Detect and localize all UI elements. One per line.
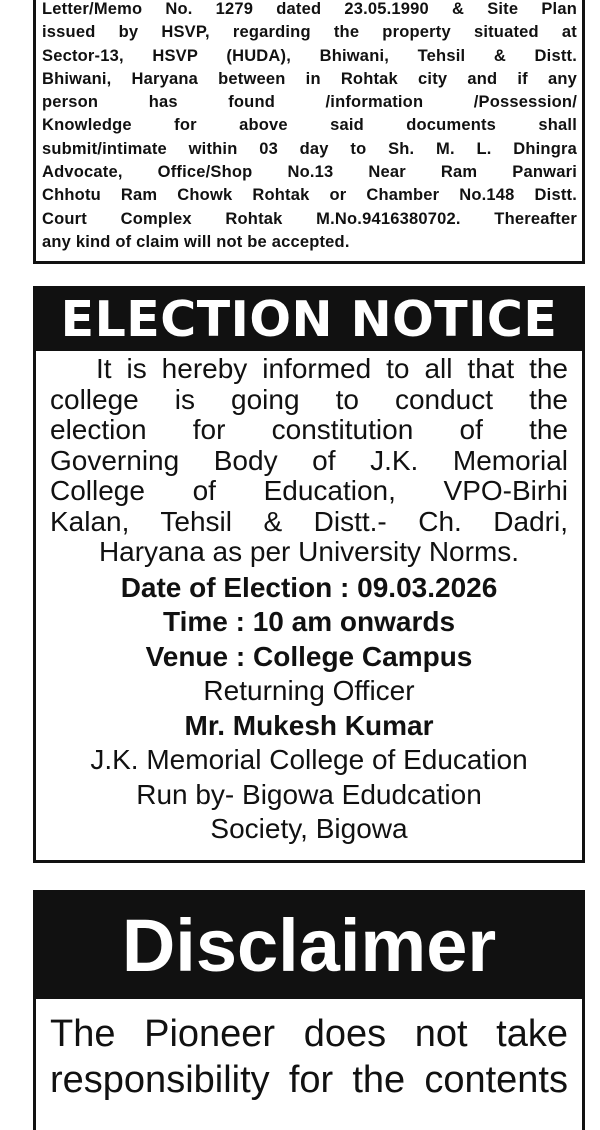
notice-text-line: Sector-13, HSVP (HUDA), Bhiwani, Tehsil & Distt. [42, 46, 577, 65]
election-notice-body [36, 351, 582, 847]
property-documents-notice [33, 0, 585, 264]
election-notice-line: college is going to conduct the [50, 383, 568, 415]
election-notice-line: College of Education, VPO-Birhi [50, 475, 568, 506]
election-date: Date of Election : 09.03.2026 [120, 571, 498, 603]
notice-text-line: Letter/Memo No. 1279 dated 23.05.1990 & Site Plan [42, 0, 577, 18]
election-venue: Venue : College Campus [145, 640, 473, 672]
notice-text-line: Chhotu Ram Chowk Rohtak or Chamber No.148 Distt. [42, 186, 577, 205]
notice-text-line: submit/intimate within 03 day to Sh. M. L. Dhingra [42, 139, 577, 158]
election-notice-title: ELECTION NOTICE [36, 289, 582, 351]
college-name: J.K. Memorial College of Education [90, 744, 528, 775]
election-notice-line: Governing Body of J.K. Memorial [50, 444, 568, 476]
notice-text-line: Knowledge for above said documents shall [42, 116, 577, 135]
disclaimer-box [33, 890, 585, 1130]
notice-text-line: any kind of claim will not be accepted. [42, 232, 350, 251]
returning-officer-name: Mr. Mukesh Kumar [184, 709, 434, 741]
society-line: Run by- Bigowa Edudcation [136, 778, 482, 810]
disclaimer-line: responsibility for the contents [50, 1059, 568, 1101]
election-notice-line: Kalan, Tehsil & Distt.- Ch. Dadri, [50, 505, 568, 537]
disclaimer-body [36, 999, 582, 1103]
election-notice-line: Haryana as per University Norms. [98, 536, 520, 567]
notice-text-line: Court Complex Rohtak M.No.9416380702. Thereafter [42, 209, 577, 228]
election-notice [33, 286, 585, 863]
society-line: Society, Bigowa [210, 813, 408, 844]
election-time: Time : 10 am onwards [162, 606, 456, 637]
disclaimer-title: Disclaimer [36, 893, 582, 999]
notice-text-line: Advocate, Office/Shop No.13 Near Ram Panwari [42, 163, 577, 182]
notice-text-line: Bhiwani, Haryana between in Rohtak city and if any [42, 69, 577, 88]
notice-text-line: person has found /information /Possession/ [42, 93, 577, 112]
disclaimer-line: The Pioneer does not take [50, 1013, 568, 1055]
election-notice-line: election for constitution of the [50, 414, 568, 445]
notice-text-line: issued by HSVP, regarding the property situated at [42, 23, 577, 42]
returning-officer-title: Returning Officer [203, 675, 415, 706]
election-notice-line: It is hereby informed to all that the [96, 353, 568, 384]
